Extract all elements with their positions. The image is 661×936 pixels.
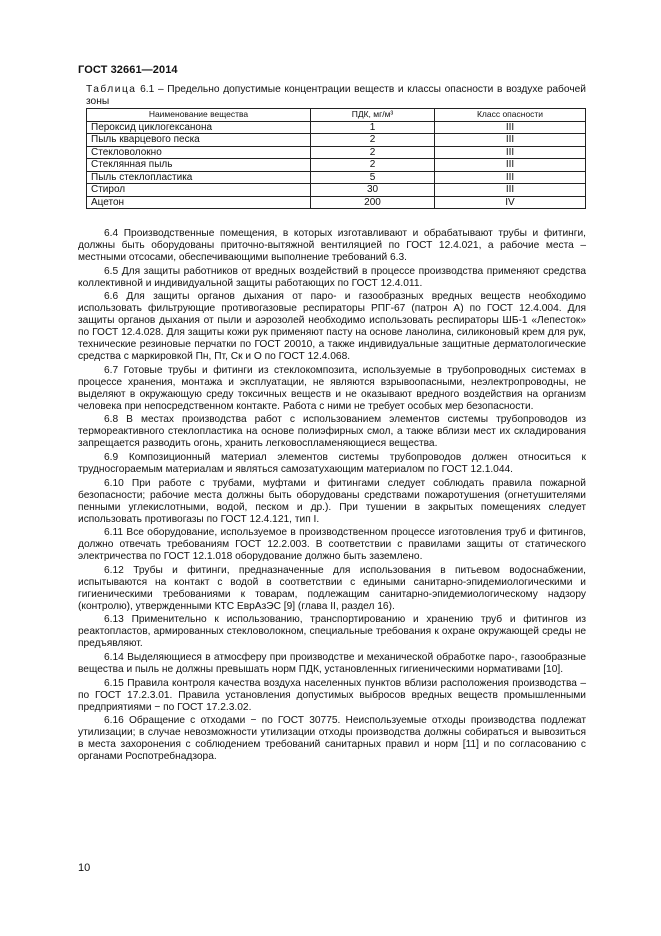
cell-substance: Стирол <box>87 184 311 197</box>
paragraph-6-5: 6.5 Для защиты работников от вредных воздействий в процессе производства применяют средства коллективной и индивидуальной защиты работающих по ГОСТ 12.4.011. <box>78 265 586 289</box>
table-row <box>87 146 586 159</box>
paragraph-6-13: 6.13 Применительно к использованию, транспортированию и хранению труб и фитингов из реактопластов, армированных стекловолокном, специальные требования к охране окружающей среды не предъявляют. <box>78 614 586 650</box>
cell-pdk: 30 <box>311 184 435 197</box>
paragraph-6-15: 6.15 Правила контроля качества воздуха населенных пунктов вблизи расположения производства – по ГОСТ 17.2.3.01. Правила установления допустимых выбросов вредных веществ промышленными предприятиями − по ГОСТ 17.2.3.02. <box>78 677 586 713</box>
cell-pdk: 5 <box>311 171 435 184</box>
paragraph-6-8: 6.8 В местах производства работ с использованием элементов системы трубопроводов из термореактивного стеклопластика на основе полиэфирных смол, а также вблизи мест их складирования запрещается разводить огонь, хранить легковоспламеняющиеся вещества. <box>78 414 586 450</box>
column-header-hazard-class: Класс опасности <box>435 109 586 122</box>
paragraph-6-11: 6.11 Все оборудование, используемое в производственном процессе изготовления труб и фитингов, должно отвечать требованиям ГОСТ 12.2.003. В соответствии с правилами защиты от статического электричества по ГОСТ 12.1.018 оборудование должно быть заземлено. <box>78 527 586 563</box>
paragraph-6-7: 6.7 Готовые трубы и фитинги из стеклокомпозита, используемые в трубопроводных системах в процессе хранения, монтажа и эксплуатации, не являются взрывоопасными, неэлектропроводны, не выделяют в окружающую среду токсичных веществ и не оказывают вредного воздействия на организм человека при непосредственном контакте. Работа с ними не требует особых мер безопасности. <box>78 364 586 412</box>
column-header-pdk: ПДК, мг/м³ <box>311 109 435 122</box>
page-number: 10 <box>78 862 91 874</box>
table-row <box>87 171 586 184</box>
cell-hazard-class: III <box>435 134 586 147</box>
cell-pdk: 2 <box>311 159 435 172</box>
cell-substance: Стеклянная пыль <box>87 159 311 172</box>
table-row <box>87 184 586 197</box>
cell-hazard-class: III <box>435 184 586 197</box>
document-body <box>78 228 586 765</box>
cell-hazard-class: III <box>435 121 586 134</box>
cell-hazard-class: III <box>435 146 586 159</box>
paragraph-6-10: 6.10 При работе с трубами, муфтами и фитингами следует соблюдать правила пожарной безопасности; рабочие места должны быть оборудованы средствами пожаротушения (огнетушителями пенными углекислотными, водой, песком и др.). При тушении в закрытых помещениях следует использовать противогазы по ГОСТ 12.4.121, тип I. <box>78 477 586 525</box>
table-header-row <box>87 109 586 122</box>
paragraph-6-9: 6.9 Композиционный материал элементов системы трубопроводов должен относиться к трудносгораемым материалам и являться самозатухающим материалом по ГОСТ 12.1.044. <box>78 451 586 475</box>
cell-substance: Ацетон <box>87 196 311 209</box>
concentration-table <box>86 108 586 209</box>
table-row <box>87 196 586 209</box>
cell-pdk: 200 <box>311 196 435 209</box>
table-caption-text: 6.1 – Предельно допустимые концентрации веществ и классы опасности в воздухе рабочей зоны <box>86 84 586 107</box>
table-row <box>87 121 586 134</box>
table-row <box>87 134 586 147</box>
cell-substance: Стекловолокно <box>87 146 311 159</box>
cell-hazard-class: IV <box>435 196 586 209</box>
cell-pdk: 2 <box>311 146 435 159</box>
document-header: ГОСТ 32661—2014 <box>78 64 178 76</box>
paragraph-6-6: 6.6 Для защиты органов дыхания от паро- и газообразных вредных веществ необходимо использовать фильтрующие противогазовые респираторы РПГ-67 (патрон А) по ГОСТ 12.4.004. Для защиты органов дыхания от пыли и аэрозолей необходимо использовать респираторы ШБ-1 «Лепесток» по ГОСТ 12.4.028. Для защиты кожи рук применяют пасту на основе ланолина, силиконовый крем для рук, технические резиновые перчатки по ГОСТ 20010, а также индивидуальные защитные дерматологические средства с маркировкой Пн, Пт, Ск и О по ГОСТ 12.4.068. <box>78 291 586 363</box>
paragraph-6-14: 6.14 Выделяющиеся в атмосферу при производстве и механической обработке паро-, газообразные вещества и пыль не должны превышать норм ПДК, установленных гигиеническими нормативами [10]. <box>78 651 586 675</box>
table-row <box>87 159 586 172</box>
cell-substance: Пероксид циклогексанона <box>87 121 311 134</box>
cell-hazard-class: III <box>435 171 586 184</box>
cell-hazard-class: III <box>435 159 586 172</box>
paragraph-6-16: 6.16 Обращение с отходами − по ГОСТ 30775. Неиспользуемые отходы производства подлежат утилизации; в случае невозможности утилизации отходы производства должны собираться и вывозиться в места захоронения с соблюдением требований санитарных правил и норм [11] и по согласованию с органами Роспотребнадзора. <box>78 715 586 763</box>
table-caption <box>86 84 586 108</box>
cell-substance: Пыль стеклопластика <box>87 171 311 184</box>
cell-substance: Пыль кварцевого песка <box>87 134 311 147</box>
paragraph-6-12: 6.12 Трубы и фитинги, предназначенные для использования в питьевом водоснабжении, испытываются на контакт с водой в соответствии с едиными санитарно-эпидемиологическими и гигиеническими требованиями к товарам, подлежащим санитарно-эпидемиологическому надзору (контролю), утвержденными КТС ЕврАзЭС [9] (глава II, раздел 16). <box>78 564 586 612</box>
cell-pdk: 1 <box>311 121 435 134</box>
cell-pdk: 2 <box>311 134 435 147</box>
paragraph-6-4: 6.4 Производственные помещения, в которых изготавливают и обрабатывают трубы и фитинги, должны быть оборудованы приточно-вытяжной вентиляцией по ГОСТ 12.4.021, а рабочие места – местными отсосами, обеспечивающими выполнение требований 6.3. <box>78 228 586 263</box>
column-header-substance: Наименование вещества <box>87 109 311 122</box>
table-caption-word: Таблица <box>86 84 137 95</box>
